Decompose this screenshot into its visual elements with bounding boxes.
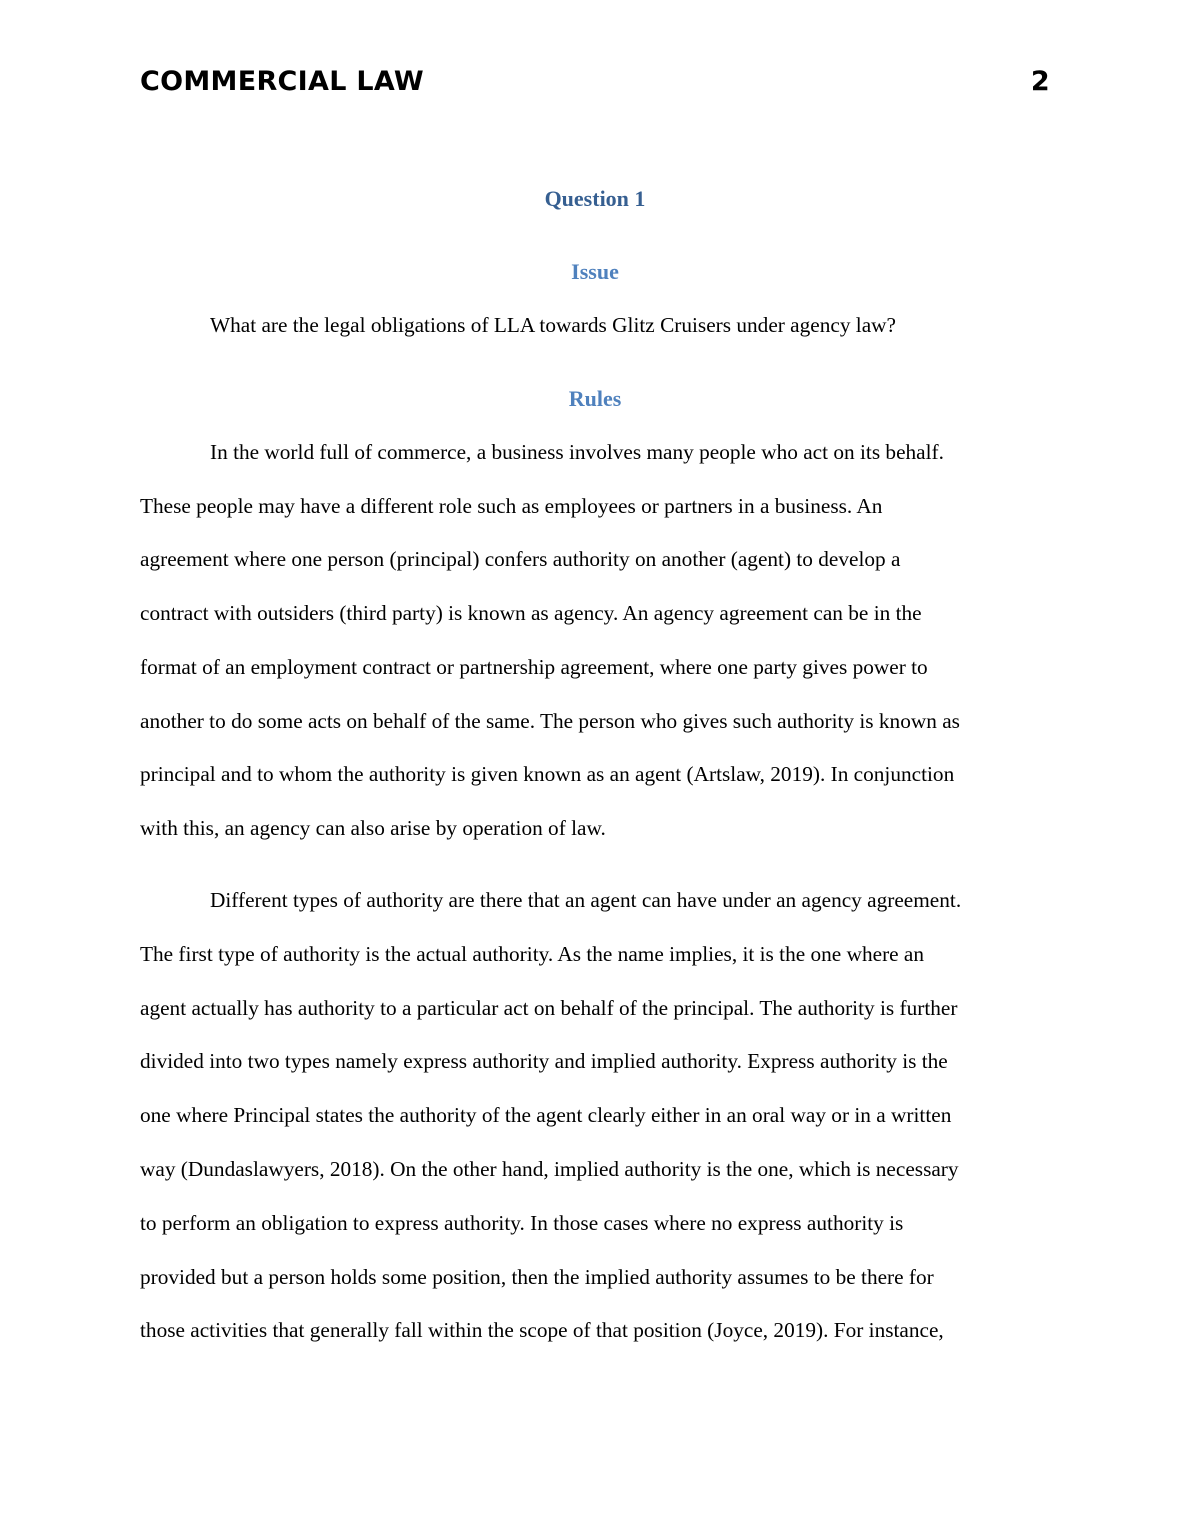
paragraph-line: divided into two types namely express authority and implied authority. Express authority is the <box>140 1049 948 1074</box>
paragraph-line: In the world full of commerce, a business involves many people who act on its behalf. <box>210 440 944 464</box>
header-title: COMMERCIAL LAW <box>140 66 424 97</box>
issue-text: What are the legal obligations of LLA towards Glitz Cruisers under agency law? <box>210 313 897 337</box>
paragraph-line: one where Principal states the authority of the agent clearly either in an oral way or in a written <box>140 1103 952 1128</box>
paragraph-line: principal and to whom the authority is given known as an agent (Artslaw, 2019). In conjunction <box>140 762 955 787</box>
paragraph-line: agent actually has authority to a particular act on behalf of the principal. The authority is further <box>140 995 958 1020</box>
paragraph-line: those activities that generally fall within the scope of that position (Joyce, 2019). For instance, <box>140 1318 944 1343</box>
paragraph-line: contract with outsiders (third party) is known as agency. An agency agreement can be in the <box>140 601 922 626</box>
paragraph-line: with this, an agency can also arise by operation of law. <box>140 815 606 840</box>
paragraph-line: another to do some acts on behalf of the same. The person who gives such authority is known as <box>140 708 960 733</box>
paragraph-line: agreement where one person (principal) confers authority on another (agent) to develop a <box>140 547 901 572</box>
page-number: 2 <box>1030 66 1050 97</box>
paragraph-line: to perform an obligation to express authority. In those cases where no express authority is <box>140 1210 904 1235</box>
running-header <box>140 66 1050 106</box>
heading-rules: Rules <box>568 386 622 411</box>
heading-issue: Issue <box>571 259 619 284</box>
paragraph-line: The first type of authority is the actual authority. As the name implies, it is the one where an <box>140 941 925 966</box>
paragraph-line: format of an employment contract or partnership agreement, where one party gives power to <box>140 654 928 679</box>
heading-question-1: Question 1 <box>544 186 646 211</box>
paragraph-line: way (Dundaslawyers, 2018). On the other hand, implied authority is the one, which is necessary <box>140 1157 959 1181</box>
paragraph-line: provided but a person holds some position, then the implied authority assumes to be there for <box>140 1264 934 1289</box>
paragraph-line: These people may have a different role such as employees or partners in a business. An <box>140 493 883 518</box>
paragraph-line: Different types of authority are there that an agent can have under an agency agreement. <box>210 888 962 912</box>
